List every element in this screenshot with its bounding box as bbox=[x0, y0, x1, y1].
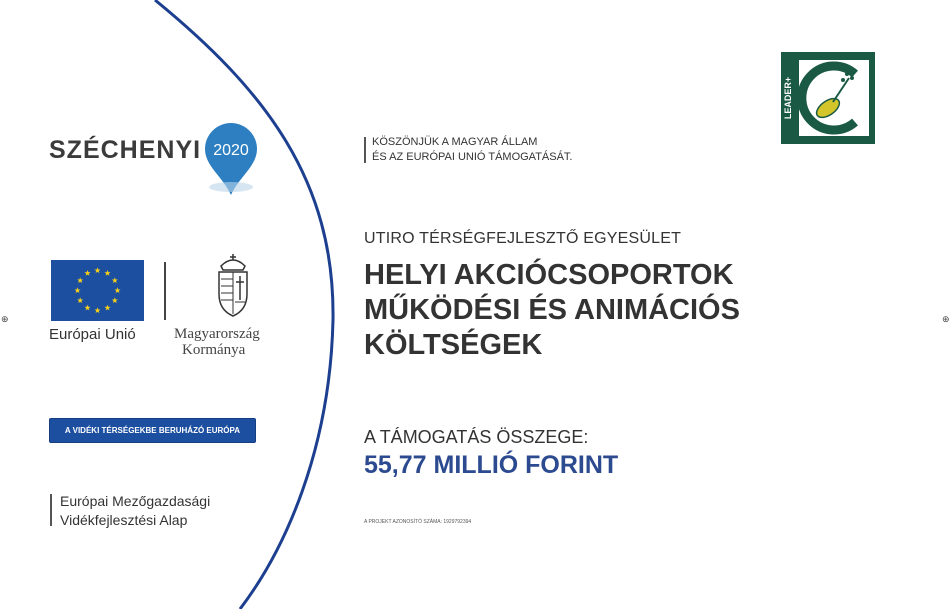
eu-star bbox=[84, 305, 90, 311]
government-line-2: Kormánya bbox=[182, 342, 246, 358]
project-id: A PROJEKT AZONOSÍTÓ SZÁMA: 1929792394 bbox=[364, 519, 472, 525]
eu-star bbox=[94, 307, 100, 313]
support-amount: 55,77 MILLIÓ FORINT bbox=[364, 451, 619, 479]
eu-star bbox=[74, 287, 80, 293]
fund-divider bbox=[50, 494, 52, 526]
leader-plus-logo bbox=[781, 52, 875, 144]
eu-star bbox=[77, 277, 83, 283]
szechenyi-year: 2020 bbox=[213, 142, 249, 159]
organization-name: UTIRO TÉRSÉGFEJLESZTŐ EGYESÜLET bbox=[364, 230, 682, 247]
logo-divider bbox=[164, 262, 166, 320]
thanks-line-2: ÉS AZ EURÓPAI UNIÓ TÁMOGATÁSÁT. bbox=[372, 151, 573, 163]
thanks-divider bbox=[364, 137, 366, 163]
eu-star bbox=[84, 270, 90, 276]
szechenyi-logo-text: SZÉCHENYI bbox=[49, 136, 202, 164]
eu-star bbox=[104, 305, 110, 311]
registration-mark-icon: ⊕ bbox=[1, 314, 9, 324]
eu-star bbox=[104, 270, 110, 276]
eu-star bbox=[114, 287, 120, 293]
fund-line-2: Vidékfejlesztési Alap bbox=[60, 512, 188, 528]
eu-label: Európai Unió bbox=[49, 326, 136, 343]
government-label bbox=[174, 326, 260, 358]
leader-text: LEADER+ bbox=[783, 76, 793, 120]
eu-star bbox=[112, 297, 118, 303]
szechenyi-pin-icon bbox=[203, 121, 259, 197]
thanks-line-1: KÖSZÖNJÜK A MAGYAR ÁLLAM bbox=[372, 136, 538, 148]
support-label: A TÁMOGATÁS ÖSSZEGE: bbox=[364, 427, 589, 447]
eu-stars-icon bbox=[51, 260, 144, 321]
eu-star bbox=[77, 297, 83, 303]
fund-line-1: Európai Mezőgazdasági bbox=[60, 493, 211, 509]
project-title-line-2: MŰKÖDÉSI ÉS ANIMÁCIÓS bbox=[364, 294, 740, 326]
government-line-1: Magyarország bbox=[174, 326, 260, 342]
fund-label bbox=[60, 492, 210, 530]
registration-mark-icon: ⊕ bbox=[942, 314, 950, 324]
hungarian-coat-of-arms-icon bbox=[213, 252, 253, 318]
rural-europe-banner: A VIDÉKI TÉRSÉGEKBE BERUHÁZÓ EURÓPA bbox=[49, 418, 256, 443]
thanks-text bbox=[372, 135, 572, 165]
eu-star bbox=[94, 267, 100, 273]
project-title-line-1: HELYI AKCIÓCSOPORTOK bbox=[364, 259, 734, 291]
project-title bbox=[364, 258, 740, 363]
eu-flag bbox=[51, 260, 144, 321]
eu-star bbox=[112, 277, 118, 283]
project-title-line-3: KÖLTSÉGEK bbox=[364, 329, 543, 361]
